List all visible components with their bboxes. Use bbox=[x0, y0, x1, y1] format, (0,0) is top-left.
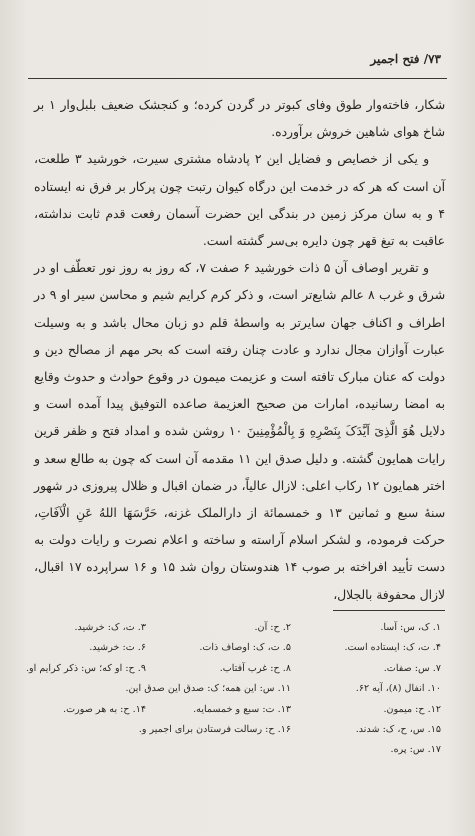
footnote: ۳. ت، ک: خرشید. bbox=[74, 622, 146, 633]
footnote-row bbox=[36, 740, 441, 760]
footnote: ۹. ح: او که؛ س: ذکر کرایم او. bbox=[25, 662, 146, 674]
footnotes bbox=[25, 618, 441, 761]
footnote: ۱۶. ح: رسالت فرستادن برای اجمیر و. bbox=[138, 724, 291, 736]
footnote: ۱۴. ح: به هر صورت. bbox=[63, 703, 146, 715]
footnote: ۱۱. س: این همه؛ ک: صدق این صدق این. bbox=[125, 683, 291, 695]
footnote: ۱. ک، س: آسا. bbox=[380, 622, 441, 633]
footnote: ۱۷. س: پره. bbox=[390, 744, 441, 756]
footnote: ۷. س: صفات. bbox=[383, 662, 441, 674]
footnote: ۱۰. انفال (۸)، آیه ۶۲. bbox=[355, 683, 441, 695]
footnote: ۶. ت: خرشید. bbox=[89, 642, 146, 654]
footnote-row bbox=[36, 638, 441, 658]
footnote: ۵. ت، ک: اوصاف ذات. bbox=[199, 642, 291, 654]
footnote-row bbox=[36, 679, 441, 699]
header-rule bbox=[28, 78, 447, 79]
footnote: ۲. ح: آن. bbox=[254, 622, 291, 633]
paragraph: و یکی از خصایص و فضایل این ۲ پادشاه مشتری سیرت، خورشید ۳ طلعت، آن است که هر که در خدمت این درگاه کیوان رتبت چون پرکار بر فرق نه ایستاده ۴ و به سان مرکز زمین در بندگی این حضرت آسمان رفعت قدم ثابت نداشته، عاقبت به تیغ قهر چون دایره بی‌سر گشته است. bbox=[34, 152, 445, 249]
footnote: ۸. ح: غرب آفتاب. bbox=[219, 662, 291, 674]
footnote-row bbox=[36, 700, 441, 720]
running-header: ۷۳/ فتح اجمیر bbox=[370, 52, 441, 66]
footnote: ۱۵. س، ح، ک: شدند. bbox=[355, 724, 441, 736]
footnote: ۴. ت، ک: ایستاده است. bbox=[344, 642, 441, 654]
paragraph: و تقریر اوصاف آن ۵ ذات خورشید ۶ صفت ۷، که روز به روز نور تعطّف او در شرق و غرب ۸ عالم شایع‌تر است، و ذکر کرم کرایم شیم و محاسن سیر او ۹ در اطراف و اکناف جهان سایرتر به واسطهٔ قلم دو زبان محال باشد و به وسیلت عبارت آوازان مجال ندارد و عادت چنان رفته است که بحر مهم از مصالح دین و دولت که عنان مبارک تافته است و عزیمت میمون در وقوع حوادث و حدوث وقایع به امضا رسانیده، امارات من صحیح العزیمة صاعده التوفیق پیدا آمده است و دلایل هُوَ الَّذِیٓ اَیَّدَکَ بِنَصْرِهِ وَ بِالْمُؤْمِنِینَ ۱۰ روشن شده و امداد فتح و ظفر قرین رایات همایون گشته. و دلیل صدق این ۱۱ مقدمه آن است که چون به طالع سعد و اختر همایون ۱۲ رکاب اعلی: لازال عالیاً، در ضمان اقبال و ظلال پیروزی در شهور سنهٔ سبع و ثمانین ۱۳ و خمسمائة از دارالملک غزنه، حَرَّسَهَا اللهُ عَنِ الْآفَاتِ، حرکت فرموده، و لشکر اسلام آراسته و ساخته و اعلام نصرت و رایات دولت به دست تأیید افراخته بر صوب ۱۴ هندوستان روان شد ۱۵ و ۱۶ سراپرده ۱۷ اقبال، لازال محفوفة بالجلال، bbox=[34, 261, 446, 602]
footnote bbox=[36, 720, 146, 740]
footnote-rule bbox=[333, 610, 445, 611]
footnote-row bbox=[36, 720, 441, 740]
footnote: ۱۲. ح: میمون. bbox=[383, 703, 441, 715]
main-text bbox=[34, 92, 445, 609]
footnote bbox=[36, 740, 146, 760]
footnote: ۱۳. ت: سبع و خمسمایه. bbox=[193, 703, 291, 715]
footnote bbox=[146, 740, 291, 760]
paragraph: شکار، فاخته‌وار طوق وفای کبوتر در گردن کرده؛ و کنجشک ضعیف بلبل‌وار ۱ بر شاخ هوای شاهین خروش برآورده. bbox=[34, 98, 445, 140]
footnote-row bbox=[36, 618, 441, 638]
footnote bbox=[36, 679, 146, 699]
footnote-row bbox=[25, 659, 441, 679]
